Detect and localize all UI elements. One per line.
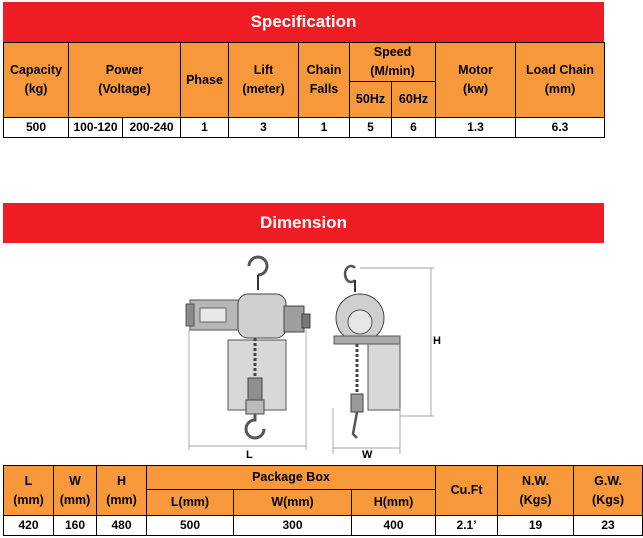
cell-speed-50hz: 5: [350, 118, 392, 138]
header-motor: [436, 43, 516, 118]
header-motor-unit: (kw): [463, 82, 489, 96]
header-phase: [181, 43, 229, 118]
header-chain-sub: Falls: [309, 82, 339, 96]
header-power: [69, 43, 181, 118]
cell-gw: 23: [574, 516, 643, 536]
drawing-label-h: H: [433, 335, 441, 347]
header-gw-unit: (Kgs): [592, 492, 624, 507]
cell-cuft: 2.1’: [436, 516, 498, 536]
header-pb-h: H(mm): [352, 490, 436, 516]
header-chain: [299, 43, 350, 118]
header-lift-label: Lift: [253, 63, 274, 77]
cell-pb-h: 400: [352, 516, 436, 536]
dimension-banner: [3, 203, 604, 243]
header-chain-label: Chain: [306, 63, 342, 77]
specification-table: [3, 42, 605, 138]
header-l-label: L: [24, 473, 33, 488]
header-capacity-label: Capacity: [9, 63, 63, 77]
header-h: [97, 466, 147, 516]
dimension-table: [3, 465, 643, 536]
cell-l: 420: [4, 516, 54, 536]
header-l: [4, 466, 54, 516]
header-gw-label: G.W.: [594, 473, 622, 488]
header-nw-label: N.W.: [521, 473, 550, 488]
header-cuft: Cu.Ft: [436, 466, 498, 516]
header-lift-unit: (meter): [242, 82, 285, 96]
side-view: [333, 266, 434, 454]
drawing-label-w: W: [362, 449, 373, 461]
header-power-unit: (Voltage): [98, 82, 151, 96]
header-lift: [229, 43, 299, 118]
cell-phase: 1: [181, 118, 229, 138]
header-h-unit: (mm): [106, 492, 137, 507]
header-speed-label: Speed: [373, 45, 412, 59]
header-phase-label: Phase: [186, 72, 223, 87]
cell-lift: 3: [229, 118, 299, 138]
header-l-unit: (mm): [13, 492, 44, 507]
header-nw-unit: (Kgs): [519, 492, 552, 507]
header-pb-w: W(mm): [234, 490, 352, 516]
drawing-label-l: L: [246, 449, 253, 461]
header-w-unit: (mm): [59, 492, 91, 507]
header-w-label: W: [69, 473, 81, 488]
dimension-title: Dimension: [260, 213, 347, 232]
specification-title: Specification: [250, 12, 357, 31]
specification-banner: [3, 2, 604, 42]
header-capacity-unit: (kg): [24, 82, 48, 96]
cell-chain-falls: 1: [299, 118, 350, 138]
cell-motor: 1.3: [436, 118, 516, 138]
cell-nw: 19: [498, 516, 574, 536]
cell-capacity: 500: [4, 118, 69, 138]
header-load-chain-unit: (mm): [544, 82, 576, 96]
header-speed-unit: (M/min): [370, 64, 415, 78]
cell-speed-60hz: 6: [392, 118, 436, 138]
header-power-label: Power: [105, 63, 144, 77]
header-gw: [574, 466, 643, 516]
hoist-drawing: [0, 258, 606, 461]
cell-w: 160: [54, 516, 97, 536]
header-capacity: [4, 43, 69, 118]
header-h-label: H: [116, 473, 127, 488]
cell-h: 480: [97, 516, 147, 536]
front-view: [186, 257, 310, 450]
header-speed-60hz: 60Hz: [392, 82, 436, 118]
cell-load-chain: 6.3: [516, 118, 605, 138]
header-speed-50hz: 50Hz: [350, 82, 392, 118]
header-load-chain: [516, 43, 605, 118]
header-motor-label: Motor: [458, 63, 493, 77]
cell-pb-w: 300: [234, 516, 352, 536]
header-package-box: Package Box: [147, 466, 436, 490]
cell-pb-l: 500: [147, 516, 234, 536]
header-speed: [350, 43, 436, 82]
cell-power-b: 200-240: [123, 118, 181, 138]
header-w: [54, 466, 97, 516]
header-pb-l: L(mm): [147, 490, 234, 516]
header-nw: [498, 466, 574, 516]
header-load-chain-label: Load Chain: [525, 63, 595, 77]
cell-power-a: 100-120: [69, 118, 123, 138]
